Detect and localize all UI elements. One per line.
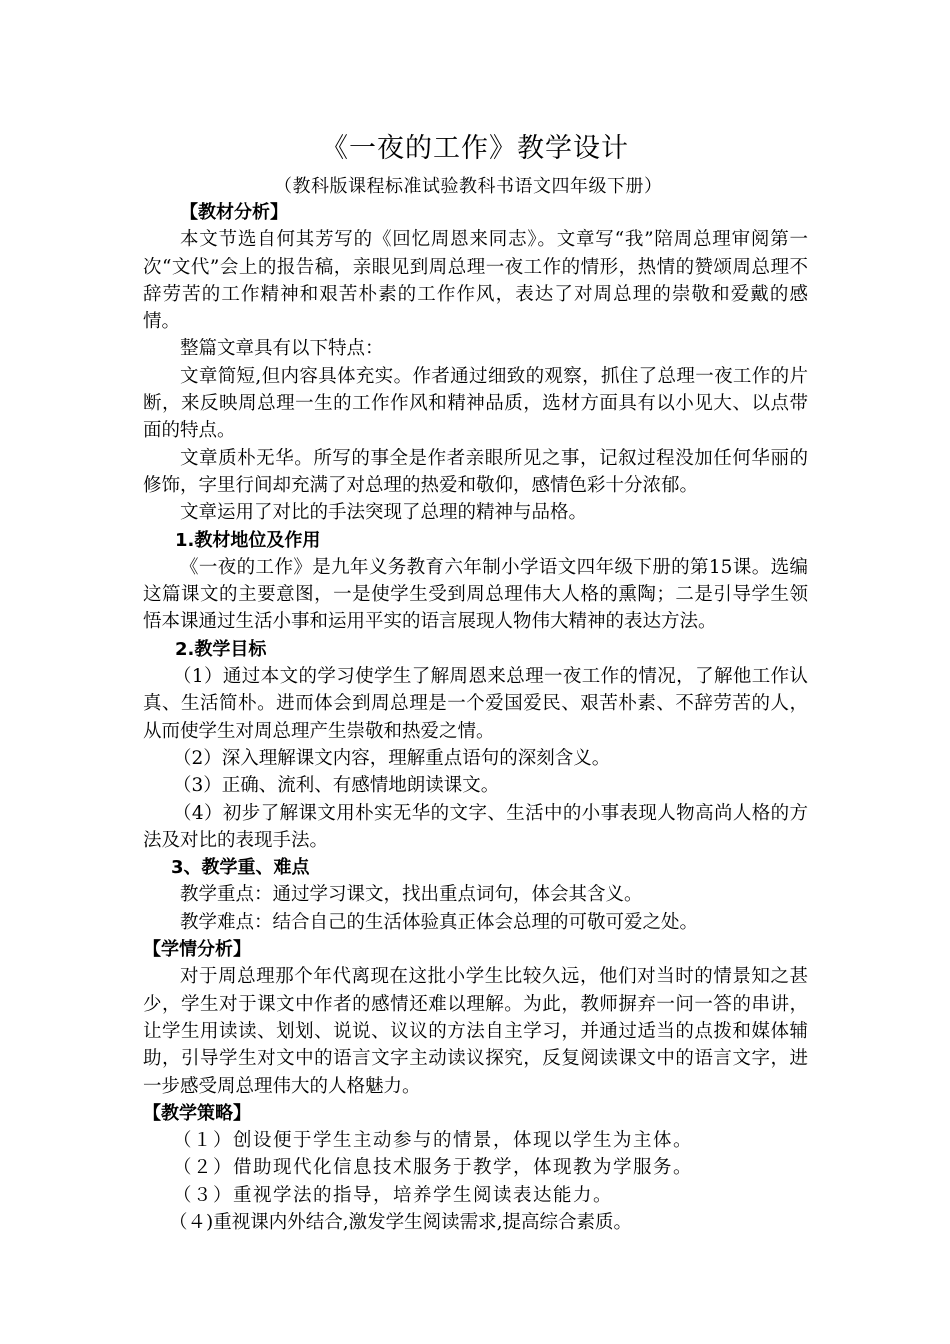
strategy-item: （１）创设便于学生主动参与的情景，体现以学生为主体。 (173, 1130, 694, 1152)
section-heading-analysis: 【教材分析】 (180, 202, 288, 223)
document-title: 《一夜的工作》教学设计 (321, 133, 629, 164)
position-paragraph: 《一夜的工作》是九年义务教育六年制小学语文四年级下册的第15课。选编这篇课文的主要意图，一是使学生受到周总理伟大人格的熏陶；二是引导学生领悟本课通过生活小事和运用平实的语言展现人物伟大精神的表达方法。 (143, 556, 808, 633)
keypoint-focus: 教学重点：通过学习课文，找出重点词句，体会其含义。 (180, 884, 643, 906)
objective-item: （2）深入理解课文内容，理解重点语句的深刻含义。 (173, 747, 611, 769)
objective-item: （1）通过本文的学习使学生了解周恩来总理一夜工作的情况，了解他工作认真、生活简朴。进而体会到周总理是一个爱国爱民、艰苦朴素、不辞劳苦的人，从而使学生对周总理产生崇敬和热爱之情。 (143, 666, 808, 742)
objective-item: （3）正确、流利、有感情地朗读课文。 (173, 775, 500, 797)
section-heading-learners: 【学情分析】 (143, 939, 251, 961)
keypoint-difficulty: 教学难点：结合自己的生活体验真正体会总理的可敬可爱之处。 (180, 911, 699, 933)
section-heading-objectives: 2.教学目标 (175, 638, 267, 660)
document-subtitle: （教科版课程标准试验教科书语文四年级下册） (274, 176, 663, 197)
strategy-item: （３）重视学法的指导，培养学生阅读表达能力。 (173, 1184, 614, 1206)
analysis-paragraph: 文章质朴无华。所写的事全是作者亲眼所见之事，记叙过程没加任何华丽的修饰，字里行间却充满了对总理的热爱和敬仰，感情色彩十分浓郁。 (143, 447, 808, 496)
analysis-paragraph: 整篇文章具有以下特点： (180, 338, 384, 360)
document-body (143, 199, 808, 1236)
analysis-paragraph: 文章运用了对比的手法突现了总理的精神与品格。 (180, 502, 588, 524)
analysis-paragraph: 本文节选自何其芳写的《回忆周恩来同志》。文章写“我”陪周总理审阅第一次“文代”会上的报告稿，亲眼见到周总理一夜工作的情形，热情的赞颂周总理不辞劳苦的工作精神和艰苦朴素的工作作风，表达了对周总理的崇敬和爱戴的感情。 (143, 229, 808, 333)
objective-item: （4）初步了解课文用朴实无华的文字、生活中的小事表现人物高尚人格的方法及对比的表现手法。 (143, 802, 808, 851)
strategy-item: （４)重视课内外结合,激发学生阅读需求,提高综合素质。 (169, 1211, 632, 1233)
analysis-paragraph: 文章简短,但内容具体充实。作者通过细致的观察，抓住了总理一夜工作的片断，来反映周总理一生的工作作风和精神品质，选材方面具有以小见大、以点带面的特点。 (143, 365, 808, 442)
section-heading-strategy: 【教学策略】 (143, 1102, 251, 1124)
section-heading-position: 1.教材地位及作用 (175, 529, 321, 551)
strategy-item: （２）借助现代化信息技术服务于教学，体现教为学服务。 (173, 1157, 694, 1179)
learners-paragraph: 对于周总理那个年代离现在这批小学生比较久远，他们对当时的情景知之甚少，学生对于课文中作者的感情还难以理解。为此，教师摒弃一问一答的串讲，让学生用读读、划划、说说、议议的方法自主学习，并通过适当的点拨和媒体辅助，引导学生对文中的语言文字主动读议探究，反复阅读课文中的语言文字，进一步感受周总理伟大的人格魅力。 (143, 966, 808, 1097)
section-heading-keypoints: 3、教学重、难点 (171, 857, 310, 879)
